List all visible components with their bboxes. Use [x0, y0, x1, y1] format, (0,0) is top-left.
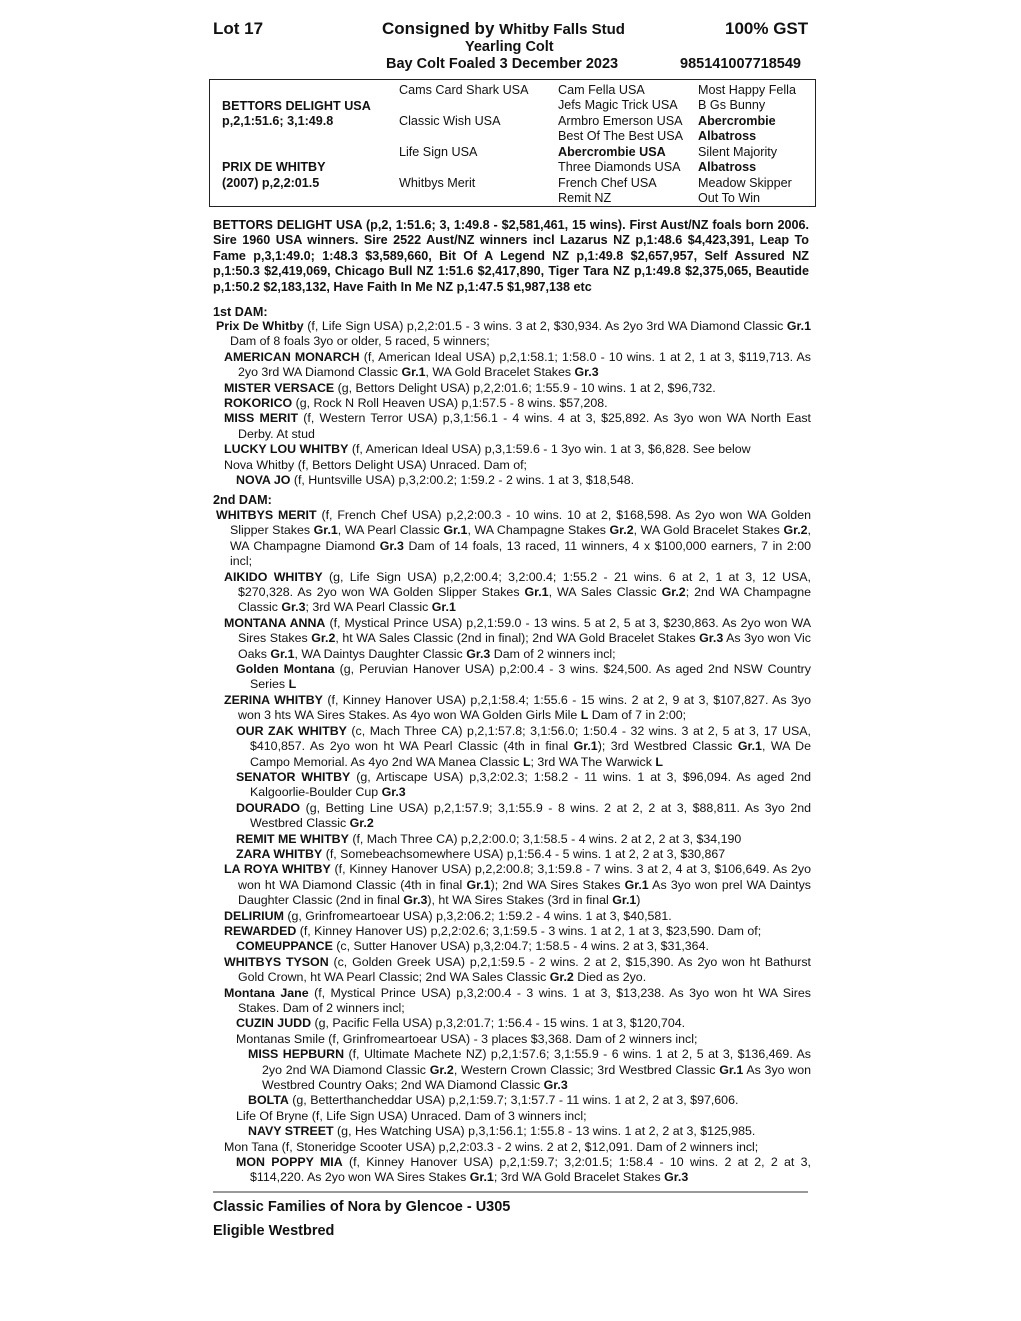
produce-entry: MISS MERIT (f, Western Terror USA) p,3,1:56.1 - 4 wins. 4 at 3, $25,892. As 3yo won WA North East Derby. At stud: [224, 411, 811, 441]
produce-entry: REWARDED (f, Kinney Hanover US) p,2,2:02.6; 3,1:59.5 - 3 wins. 1 at 2, 1 at 3, $23,590. Dam of;: [224, 923, 762, 938]
pedigree-g4-8: Out To Win: [698, 191, 761, 205]
horse-name: ZARA WHITBY: [236, 846, 323, 861]
race-grade: Gr.1: [612, 893, 637, 908]
produce-entry: Montana Jane (f, Mystical Prince USA) p,3,2:00.4 - 3 wins. 1 at 3, $13,238. As 3yo won ht WA Sires Stakes. Dam of 2 winners incl;: [224, 985, 811, 1015]
pedigree-g3-7: French Chef USA: [558, 176, 657, 190]
pedigree-g3-8: Remit NZ: [558, 191, 612, 205]
horse-name: AIKIDO WHITBY: [224, 569, 323, 584]
race-grade: Gr.3: [379, 538, 404, 553]
pedigree-table: [209, 79, 816, 207]
race-grade: Gr.2: [661, 585, 686, 600]
sex-label: Yearling Colt: [465, 39, 554, 55]
horse-name: AMERICAN MONARCH: [224, 349, 360, 364]
second-dam-list: [213, 508, 811, 1186]
horse-name: MISTER VERSACE: [224, 380, 335, 395]
pedigree-g3-3: Armbro Emerson USA: [558, 114, 683, 128]
produce-entry: ZERINA WHITBY (f, Kinney Hanover USA) p,2,1:58.4; 1:55.6 - 15 wins. 2 at 2, 9 at 3, $107,827. As 3yo won 3 hts WA Sires Stakes. As 4yo won WA Golden Girls Mile L Dam of 7 in 2:00;: [224, 692, 811, 723]
horse-name: ZERINA WHITBY: [224, 692, 323, 707]
horse-name: NAVY STREET: [248, 1124, 334, 1139]
pedigree-g3-1: Cam Fella USA: [558, 83, 645, 97]
horse-name: Montana Jane: [224, 985, 309, 1000]
pedigree-g3-6: Three Diamonds USA: [558, 160, 681, 174]
horse-name: WHITBYS MERIT: [216, 508, 317, 522]
race-grade: Gr.1: [469, 1170, 494, 1185]
microchip-number: 985141007718549: [680, 56, 801, 72]
horse-name: CUZIN JUDD: [236, 1016, 312, 1031]
horse-name: WHITBYS TYSON: [224, 954, 329, 969]
foaled-label: Bay Colt Foaled 3 December 2023: [386, 56, 619, 72]
race-grade: Gr.2: [349, 816, 374, 831]
pedigree-g4-3: Abercrombie: [698, 114, 776, 128]
race-grade: Gr.3: [543, 1078, 568, 1093]
horse-name: MISS HEPBURN: [248, 1047, 345, 1062]
consignor-line: [382, 19, 625, 39]
race-grade: Gr.3: [574, 365, 599, 380]
produce-entry: REMIT ME WHITBY (f, Mach Three CA) p,2,2:00.0; 3,1:58.5 - 4 wins. 2 at 2, 2 at 3, $34,190: [236, 831, 742, 846]
horse-name: Prix De Whitby: [216, 319, 304, 333]
race-grade: L: [655, 754, 663, 769]
race-grade: Gr.2: [783, 523, 808, 538]
race-grade: Gr.1: [443, 523, 468, 538]
race-grade: Gr.1: [573, 739, 598, 754]
second-dam-heading: 2nd DAM:: [213, 493, 272, 507]
pedigree-g4-1: Most Happy Fella: [698, 83, 796, 97]
produce-entry: COMEUPPANCE (c, Sutter Hanover USA) p,3,2:04.7; 1:58.5 - 4 wins. 2 at 3, $31,364.: [236, 939, 709, 954]
race-grade: Gr.3: [281, 600, 306, 615]
produce-entry: AIKIDO WHITBY (g, Life Sign USA) p,2,2:00.4; 3,2:00.4; 1:55.2 - 21 wins. 6 at 2, 1 at 3, 12 USA, $270,328. As 2yo won WA Golden Slipper Stakes Gr.1, WA Sales Classic Gr.2; 2nd WA Champagne Classic Gr.3; 3rd WA Pearl Classic Gr.1: [224, 569, 812, 615]
race-grade: Gr.2: [609, 523, 634, 538]
horse-name: Nova Whitby: [224, 457, 295, 472]
gst-label: 100% GST: [725, 19, 809, 38]
horse-name: SENATOR WHITBY: [236, 769, 351, 784]
produce-entry: Prix De Whitby (f, Life Sign USA) p,2,2:01.5 - 3 wins. 3 at 2, $30,934. As 2yo 3rd WA Diamond Classic Gr.1 Dam of 8 foals 3yo or older, 5 raced, 5 winners;: [216, 319, 812, 349]
race-grade: Gr.2: [549, 970, 574, 985]
horse-name: MISS MERIT: [224, 411, 299, 426]
produce-entry: WHITBYS MERIT (f, French Chef USA) p,2,2:00.3 - 10 wins. 10 at 2, $168,598. As 2yo won WA Golden Slipper Stakes Gr.1, WA Pearl Classic Gr.1, WA Champagne Stakes Gr.2, WA Gold Bracelet Stakes Gr.2, WA Champagne Diamond Gr.3 Dam of 14 foals, 13 raced, 11 winners, 4 x $100,000 earners, 7 in 2:00 incl;: [216, 508, 811, 569]
produce-entry: NAVY STREET (g, Hes Watching USA) p,3,1:56.1; 1:55.8 - 13 wins. 1 at 2, 2 at 3, $125,985.: [248, 1124, 756, 1139]
horse-name: MONTANA ANNA: [224, 615, 326, 630]
horse-name: BOLTA: [248, 1093, 289, 1108]
horse-name: REMIT ME WHITBY: [236, 831, 349, 846]
race-grade: Gr.3: [699, 631, 724, 646]
pedigree-g3-5: Abercrombie USA: [558, 145, 666, 159]
horse-name: Golden Montana: [236, 662, 335, 677]
pedigree-g3-2: Jefs Magic Trick USA: [558, 98, 678, 112]
race-grade: Gr.1: [719, 1062, 744, 1077]
first-dam-list: [213, 319, 811, 488]
race-grade: Gr.1: [786, 319, 812, 333]
horse-name: Mon Tana: [224, 1139, 279, 1154]
pedigree-g4-4: Albatross: [698, 129, 757, 143]
produce-entry: OUR ZAK WHITBY (c, Mach Three CA) p,2,1:57.8; 3,1:56.0; 1:50.4 - 32 wins. 3 at 2, 5 at 3, 17 USA, $410,857. As 2yo won ht WA Pearl Classic (4th in final Gr.1); 3rd Westbred Classic Gr.1, WA De Campo Memorial. As 4yo 2nd WA Manea Classic L; 3rd WA The Warwick L: [236, 723, 811, 769]
race-grade: Gr.1: [466, 877, 491, 892]
produce-entry: LA ROYA WHITBY (f, Kinney Hanover USA) p,2,2:00.8; 3,1:59.8 - 7 wins. 3 at 2, 4 at 3, $106,649. As 2yo won ht WA Diamond Classic (4th in final Gr.1); 2nd WA Sires Stakes Gr.1 As 3yo won prel WA Daintys Daughter Classic (2nd in final Gr.3), ht WA Sires Stakes (3rd in final Gr.1): [224, 862, 811, 908]
produce-entry: MON POPPY MIA (f, Kinney Hanover USA) p,2,1:59.7; 3,2:01.5; 1:58.4 - 10 wins. 2 at 2, 2 at 3, $114,220. As 2yo won WA Sires Stakes Gr.1; 3rd WA Gold Bracelet Stakes Gr.3: [236, 1155, 811, 1185]
dam-name: PRIX DE WHITBY: [222, 160, 326, 174]
produce-entry: DOURADO (g, Betting Line USA) p,2,1:57.9; 3,1:55.9 - 8 wins. 2 at 2, 2 at 3, $88,811. As 3yo 2nd Westbred Classic Gr.2: [236, 800, 811, 831]
horse-name: ROKORICO: [224, 396, 293, 411]
produce-entry: Mon Tana (f, Stoneridge Scooter USA) p,2,2:03.3 - 2 wins. 2 at 2, $12,091. Dam of 2 winners incl;: [224, 1139, 759, 1154]
race-grade: Gr.3: [403, 893, 428, 908]
dam-record: (2007) p,2,2:01.5: [222, 176, 320, 190]
produce-entry: Life Of Bryne (f, Life Sign USA) Unraced. Dam of 3 winners incl;: [236, 1108, 587, 1123]
pedigree-g4-7: Meadow Skipper: [698, 176, 792, 190]
race-grade: L: [288, 677, 297, 692]
race-grade: L: [580, 708, 589, 723]
race-grade: Gr.1: [401, 365, 426, 380]
horse-name: DELIRIUM: [224, 908, 284, 923]
race-grade: Gr.1: [524, 585, 549, 600]
first-dam-heading: 1st DAM:: [213, 305, 268, 319]
horse-name: REWARDED: [224, 923, 297, 938]
sire-name: BETTORS DELIGHT USA: [222, 99, 371, 113]
pedigree-g3-4: Best Of The Best USA: [558, 129, 684, 143]
consigned-by-label: Consigned by: [382, 19, 495, 38]
produce-entry: BOLTA (g, Betterthancheddar USA) p,2,1:59.7; 3,1:57.7 - 11 wins. 1 at 2, 2 at 3, $97,606.: [248, 1093, 739, 1108]
race-grade: Gr.3: [466, 646, 491, 661]
horse-name: COMEUPPANCE: [236, 939, 333, 954]
pedigree-g2-4: Whitbys Merit: [399, 176, 476, 190]
sire-record: p,2,1:51.6; 3,1:49.8: [222, 114, 334, 128]
pedigree-g4-2: B Gs Bunny: [698, 98, 766, 112]
race-grade: Gr.1: [270, 646, 295, 661]
horse-name: Montanas Smile: [236, 1031, 325, 1046]
pedigree-g4-5: Silent Majority: [698, 145, 778, 159]
race-grade: Gr.1: [737, 739, 762, 754]
produce-entry: NOVA JO (f, Huntsville USA) p,3,2:00.2; 1:59.2 - 2 wins. 1 at 3, $18,548.: [236, 473, 635, 488]
pedigree-g2-3: Life Sign USA: [399, 145, 478, 159]
horse-name: LUCKY LOU WHITBY: [224, 442, 349, 457]
race-grade: L: [522, 754, 531, 769]
produce-entry: MISS HEPBURN (f, Ultimate Machete NZ) p,2,1:57.6; 3,1:55.9 - 6 wins. 1 at 2, 5 at 3, $136,469. As 2yo 2nd WA Diamond Classic Gr.2, Western Crown Classic; 3rd Westbred Classic Gr.1 As 3yo won Westbred Country Oaks; 2nd WA Diamond Classic Gr.3: [248, 1047, 812, 1093]
produce-entry: WHITBYS TYSON (c, Golden Greek USA) p,2,1:59.5 - 2 wins. 2 at 2, $15,390. As 2yo won ht Bathurst Gold Crown, ht WA Pearl Classic; 2nd WA Sales Classic Gr.2 Died as 2yo.: [224, 954, 811, 985]
pedigree-g2-2: Classic Wish USA: [399, 114, 501, 128]
pedigree-g4-6: Albatross: [698, 160, 757, 174]
sire-summary: BETTORS DELIGHT USA (p,2, 1:51.6; 3, 1:49.8 - $2,581,461, 15 wins). First Aust/NZ foals born 2006. Sire 1960 USA winners. Sire 2522 Aust/NZ winners incl Lazarus NZ p,1:48.6 $4,423,391, Leap To Fame p,3,1:49.0; 1:48.3 $3,589,660, Bit Of A Legend NZ p,1:49.8 $2,657,957, Self Assured NZ p,1:50.3 $2,419,069, Chicago Bull NZ 1:51.6 $2,417,890, Tiger Tara NZ p,1:49.8 $2,375,065, Beautide p,1:50.2 $2,183,132, Have Faith In Me NZ p,1:47.5 $1,987,138 etc: [213, 218, 809, 294]
horse-name: NOVA JO: [236, 473, 291, 488]
consignor-name: Whitby Falls Stud: [499, 21, 625, 38]
horse-name: MON POPPY MIA: [236, 1155, 343, 1170]
produce-entry: AMERICAN MONARCH (f, American Ideal USA) p,2,1:58.1; 1:58.0 - 10 wins. 1 at 2, 1 at 3, $119,713. As 2yo 3rd WA Diamond Classic Gr.1, WA Gold Bracelet Stakes Gr.3: [224, 349, 811, 380]
horse-name: LA ROYA WHITBY: [224, 862, 331, 877]
produce-entry: Montanas Smile (f, Grinfromeartoear USA) - 3 places $3,368. Dam of 2 winners incl;: [236, 1031, 698, 1046]
race-grade: Gr.1: [624, 877, 649, 892]
produce-entry: SENATOR WHITBY (g, Artiscape USA) p,3,2:02.3; 1:58.2 - 11 wins. 1 at 3, $96,094. As aged 2nd Kalgoorlie-Boulder Cup Gr.3: [236, 769, 811, 800]
produce-entry: ROKORICO (g, Rock N Roll Heaven USA) p,1:57.5 - 8 wins. $57,208.: [224, 396, 608, 411]
footer-divider: [213, 1191, 808, 1193]
produce-entry: CUZIN JUDD (g, Pacific Fella USA) p,3,2:01.7; 1:56.4 - 15 wins. 1 at 3, $120,704.: [236, 1016, 686, 1031]
lot-number: Lot 17: [213, 19, 264, 38]
produce-entry: ZARA WHITBY (f, Somebeachsomewhere USA) p,1:56.4 - 5 wins. 1 at 2, 2 at 3, $30,867: [236, 846, 726, 861]
produce-entry: Nova Whitby (f, Bettors Delight USA) Unraced. Dam of;: [224, 457, 527, 472]
race-grade: Gr.3: [664, 1170, 689, 1185]
pedigree-g2-1: Cams Card Shark USA: [399, 83, 529, 97]
produce-entry: MONTANA ANNA (f, Mystical Prince USA) p,2,1:59.0 - 13 wins. 5 at 2, 5 at 3, $230,863. As 2yo won WA Sires Stakes Gr.2, ht WA Sales Classic (2nd in final); 2nd WA Gold Bracelet Stakes Gr.3 As 3yo won Vic Oaks Gr.1, WA Daintys Daughter Classic Gr.3 Dam of 2 winners incl;: [224, 615, 812, 661]
race-grade: Gr.2: [429, 1062, 454, 1077]
eligibility-line: Eligible Westbred: [213, 1223, 335, 1239]
horse-name: DOURADO: [236, 800, 301, 815]
family-line: Classic Families of Nora by Glencoe - U305: [213, 1199, 511, 1215]
race-grade: Gr.1: [431, 600, 456, 615]
produce-entry: DELIRIUM (g, Grinfromeartoear USA) p,3,2:06.2; 1:59.2 - 4 wins. 1 at 3, $40,581.: [224, 908, 672, 923]
produce-entry: Golden Montana (g, Peruvian Hanover USA) p,2:00.4 - 3 wins. $24,500. As aged 2nd NSW Country Series L: [236, 662, 811, 692]
horse-name: Life Of Bryne: [236, 1108, 309, 1123]
horse-name: OUR ZAK WHITBY: [236, 723, 347, 738]
produce-entry: LUCKY LOU WHITBY (f, American Ideal USA) p,3,1:59.6 - 1 3yo win. 1 at 3, $6,828. See below: [224, 442, 751, 457]
race-grade: Gr.3: [381, 785, 406, 800]
race-grade: Gr.2: [311, 631, 336, 646]
produce-entry: MISTER VERSACE (g, Bettors Delight USA) p,2,2:01.6; 1:55.9 - 10 wins. 1 at 2, $96,732.: [224, 380, 716, 395]
race-grade: Gr.1: [313, 523, 338, 538]
